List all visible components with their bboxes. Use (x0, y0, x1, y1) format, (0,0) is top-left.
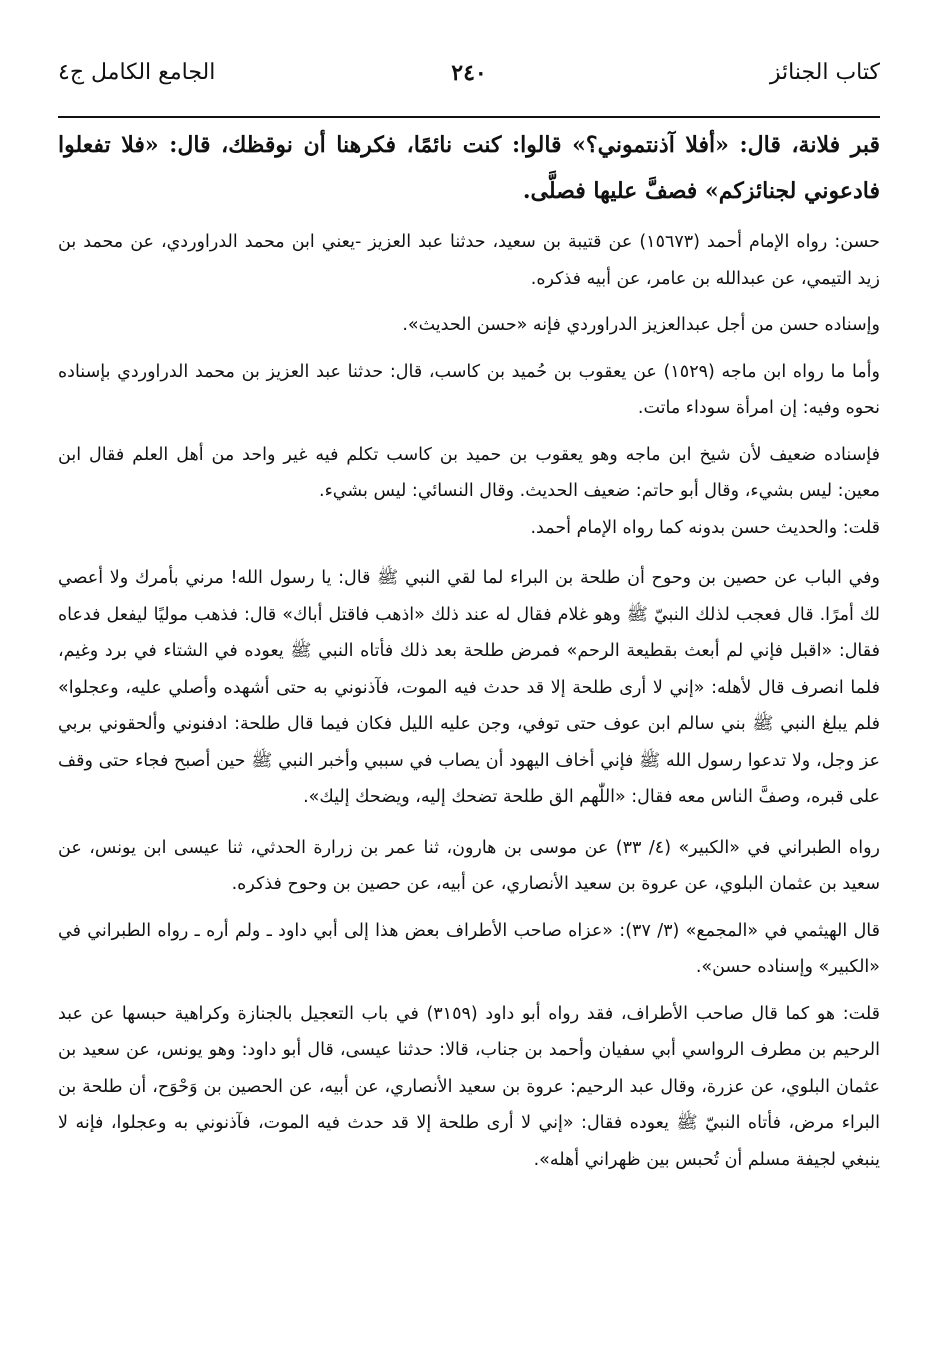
paragraph-conclusion: قلت: والحديث حسن بدونه كما رواه الإمام أحمد. (530, 517, 880, 538)
paragraph-abu-dawud: قلت: هو كما قال صاحب الأطراف، فقد رواه أبو داود (٣١٥٩) في باب التعجيل بالجنازة وكراهية حبسها عن عبد الرحيم بن مطرف الرواسي أبي سفيان وأحمد بن جناب، قالا: حدثنا عيسى، قال أبو داود: وهو يونس، عن سعيد بن عثمان البلوي، عن عزرة، وقال عبد الرحيم: عروة بن سعيد الأنصاري، عن أبيه، عن الحصين بن وَحْوَح، أن طلحة بن البراء مرض، فأتاه النبيّ ﷺ يعوده فقال: «إني لا أرى طلحة إلا قد حدث فيه الموت، فآذنوني به وعجلوا، فإنه لا ينبغي لجيفة مسلم أن تُحبس بين ظهراني أهله». (58, 1003, 880, 1170)
page-number: ٢٤٠ (451, 60, 487, 86)
running-header (58, 56, 880, 96)
paragraph-ibn-majah: وأما ما رواه ابن ماجه (١٥٢٩) عن يعقوب بن حُميد بن كاسب، قال: حدثنا عبد العزيز بن محمد الدراوردي بإسناده نحوه وفيه: إن امرأة سوداء ماتت. (58, 361, 880, 418)
paragraph-tabarani: رواه الطبراني في «الكبير» (٤/ ٣٣) عن موسى بن هارون، ثنا عمر بن زرارة الحدثي، ثنا عيسى ابن يونس، عن سعيد بن عثمان البلوي، عن عروة بن سعيد الأنصاري، عن أبيه، عن حصين بن وحوح فذكره. (58, 837, 880, 894)
paragraph-weakness: فإسناده ضعيف لأن شيخ ابن ماجه وهو يعقوب بن حميد بن كاسب تكلم فيه غير واحد من أهل العلم فقال ابن معين: ليس بشيء، وقال أبو حاتم: ضعيف الحديث. وقال النسائي: ليس بشيء. (58, 444, 880, 501)
header-chapter-title: كتاب الجنائز (769, 60, 880, 85)
paragraph-hadith-text: قبر فلانة، قال: «أفلا آذنتموني؟» قالوا: كنت نائمًا، فكرهنا أن نوقظك، قال: «فلا تفعلوا فادعوني لجنائزكم» فصفَّ عليها فصلَّى. (58, 132, 880, 204)
paragraph-isnad-note: وإسناده حسن من أجل عبدالعزيز الدراوردي فإنه «حسن الحديث». (402, 315, 880, 335)
page-body (58, 122, 880, 1178)
paragraph-talha-story: وفي الباب عن حصين بن وحوح أن طلحة بن البراء لما لقي النبي ﷺ قال: يا رسول الله! مرني بأمرك ولا أعصي لك أمرًا. قال فعجب لذلك النبيّ ﷺ وهو غلام فقال له عند ذلك «اذهب فاقتل أباك» قال: فذهب موليًا ليفعل فدعاه فقال: «اقبل فإني لم أبعث بقطيعة الرحم» فمرض طلحة بعد ذلك فأتاه النبي ﷺ يعوده في الشتاء في برد وغيم، فلما انصرف قال لأهله: «إني لا أرى طلحة إلا قد حدث فيه الموت، فآذنوني به حتى أشهده وأصلي عليه، وعجلوا» فلم يبلغ النبي ﷺ بني سالم ابن عوف حتى توفي، وجن عليه الليل فكان فيما قال طلحة: ادفنوني وألحقوني بربي عز وجل، ولا تدعوا رسول الله ﷺ فإني أخاف اليهود أن يصاب في سببي وأخبر النبي ﷺ حين أصبح فجاء حتى وقف على قبره، وصفَّ الناس معه فقال: «اللّٰهم الق طلحة تضحك إليه، ويضحك إليك». (58, 568, 880, 807)
header-book-title: الجامع الكامل ج٤ (58, 60, 216, 85)
paragraph-grading: حسن: رواه الإمام أحمد (١٥٦٧٣) عن قتيبة بن سعيد، حدثنا عبد العزيز -يعني ابن محمد الدراوردي، عن محمد بن زيد التيمي، عن عبدالله بن عامر، عن أبيه فذكره. (58, 232, 880, 289)
paragraph-haythami: قال الهيثمي في «المجمع» (٣/ ٣٧): «عزاه صاحب الأطراف بعض هذا إلى أبي داود ـ ولم أره ـ رواه الطبراني في «الكبير» وإسناده حسن». (58, 920, 880, 977)
header-divider (58, 116, 880, 118)
